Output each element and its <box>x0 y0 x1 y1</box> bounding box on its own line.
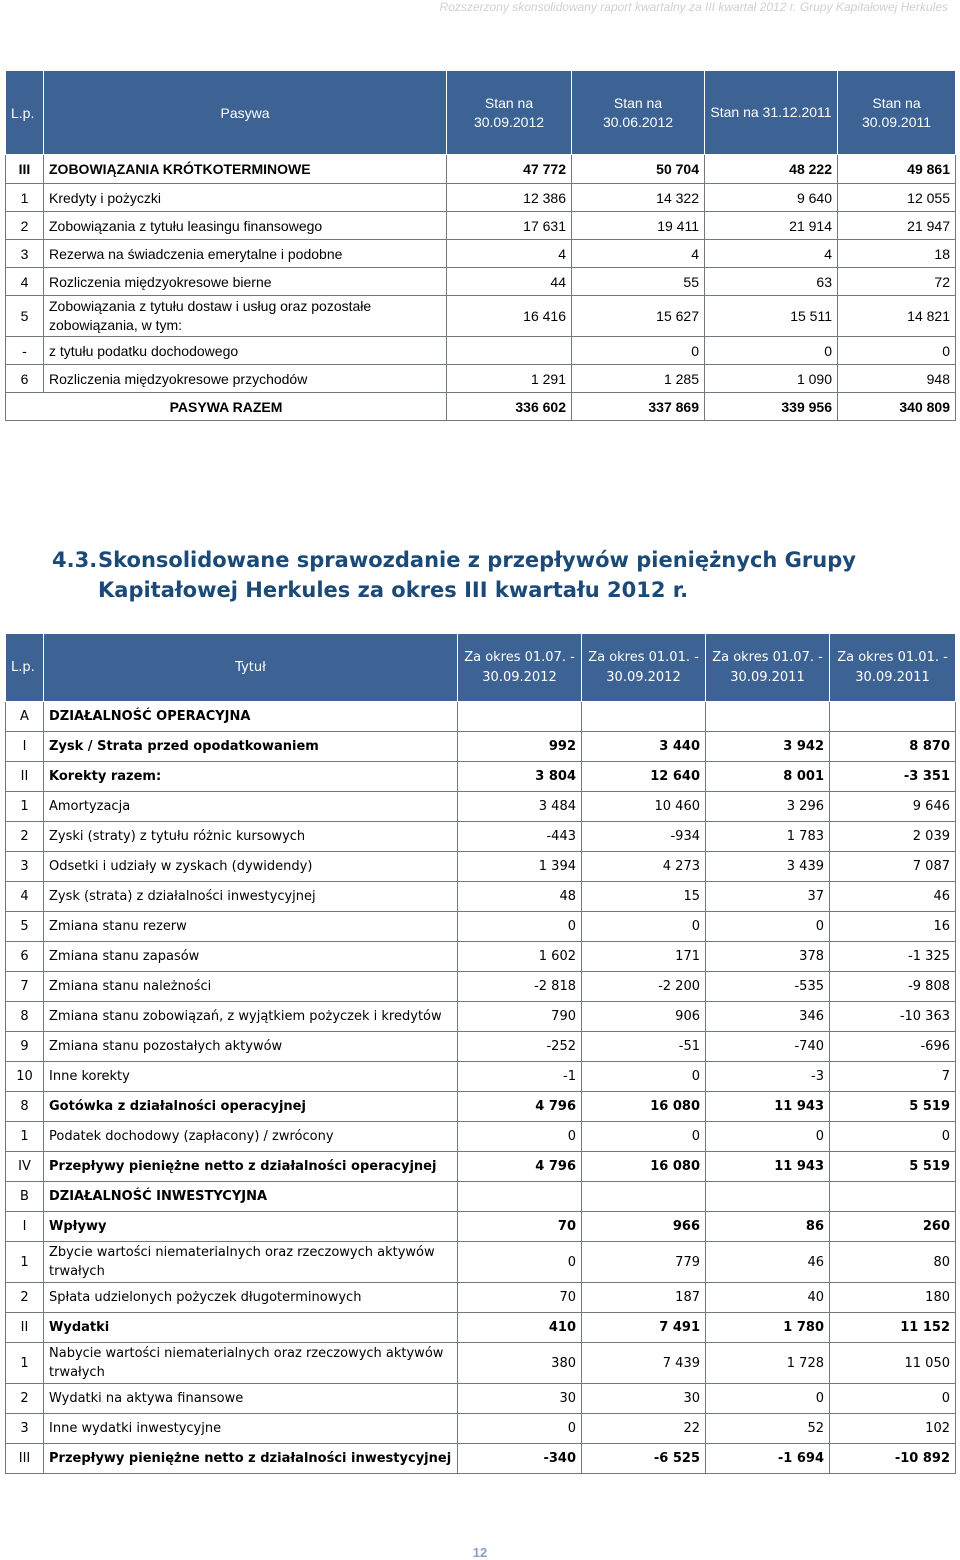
row-lp: 5 <box>6 912 44 942</box>
row-value: 336 602 <box>447 393 572 421</box>
row-lp: 10 <box>6 1062 44 1092</box>
row-value: 16 <box>830 912 956 942</box>
row-value: 5 519 <box>830 1092 956 1122</box>
page-number: 12 <box>472 1545 488 1560</box>
row-value: 2 039 <box>830 822 956 852</box>
row-value: 55 <box>572 268 705 296</box>
row-label: Kredyty i pożyczki <box>44 184 447 212</box>
section-number: 4.3. <box>52 548 98 572</box>
row-value: 340 809 <box>838 393 956 421</box>
row-value: 48 <box>458 882 582 912</box>
table-row <box>6 1414 956 1444</box>
row-value: 1 728 <box>706 1343 830 1384</box>
row-value: 7 439 <box>582 1343 706 1384</box>
row-label: Inne korekty <box>44 1062 458 1092</box>
row-value: 46 <box>830 882 956 912</box>
row-lp: 1 <box>6 184 44 212</box>
pasywa-table <box>5 70 956 421</box>
row-value: 7 087 <box>830 852 956 882</box>
row-label: Zmiana stanu rezerw <box>44 912 458 942</box>
row-value: -10 892 <box>830 1444 956 1474</box>
row-value: 992 <box>458 732 582 762</box>
row-lp: 7 <box>6 972 44 1002</box>
col-header-q3-2012: Stan na 30.09.2012 <box>447 71 572 155</box>
row-value: 10 460 <box>582 792 706 822</box>
row-label: Spłata udzielonych pożyczek długoterminowych <box>44 1283 458 1313</box>
row-value: 5 519 <box>830 1152 956 1182</box>
row-value: 0 <box>582 1062 706 1092</box>
row-value <box>830 1182 956 1212</box>
row-value: 0 <box>458 912 582 942</box>
row-value: 70 <box>458 1283 582 1313</box>
col-header-q2-2012: Stan na 30.06.2012 <box>572 71 705 155</box>
row-value: 3 804 <box>458 762 582 792</box>
row-value: -1 694 <box>706 1444 830 1474</box>
row-value: 16 416 <box>447 296 572 337</box>
row-value: 30 <box>458 1384 582 1414</box>
row-label: Zysk / Strata przed opodatkowaniem <box>44 732 458 762</box>
table-row <box>6 1444 956 1474</box>
row-lp: 2 <box>6 212 44 240</box>
row-lp: A <box>6 702 44 732</box>
row-value: 0 <box>582 912 706 942</box>
row-value: 21 947 <box>838 212 956 240</box>
row-value: 4 273 <box>582 852 706 882</box>
row-label: ZOBOWIĄZANIA KRÓTKOTERMINOWE <box>44 155 447 184</box>
row-lp: I <box>6 732 44 762</box>
row-label: Zmiana stanu pozostałych aktywów <box>44 1032 458 1062</box>
table-row <box>6 1092 956 1122</box>
row-value: 40 <box>706 1283 830 1313</box>
row-label: DZIAŁALNOŚĆ INWESTYCYJNA <box>44 1182 458 1212</box>
row-label: DZIAŁALNOŚĆ OPERACYJNA <box>44 702 458 732</box>
row-value: -2 200 <box>582 972 706 1002</box>
row-value: -3 <box>706 1062 830 1092</box>
row-lp: 1 <box>6 1343 44 1384</box>
table-row <box>6 942 956 972</box>
row-label: Rozliczenia międzyokresowe przychodów <box>44 365 447 393</box>
row-value: -10 363 <box>830 1002 956 1032</box>
row-value: 49 861 <box>838 155 956 184</box>
row-label: Rozliczenia międzyokresowe bierne <box>44 268 447 296</box>
table-row <box>6 212 956 240</box>
table-row <box>6 1313 956 1343</box>
col-header-lp: L.p. <box>6 71 44 155</box>
row-value: 4 796 <box>458 1152 582 1182</box>
row-lp: 6 <box>6 942 44 972</box>
col-header-pasywa: Pasywa <box>44 71 447 155</box>
table-row <box>6 762 956 792</box>
table-row <box>6 1212 956 1242</box>
row-value: 337 869 <box>572 393 705 421</box>
row-lp: 3 <box>6 240 44 268</box>
row-value: 86 <box>706 1212 830 1242</box>
row-value <box>582 702 706 732</box>
row-value: 4 <box>447 240 572 268</box>
row-value: 63 <box>705 268 838 296</box>
col-header-q3-2011: Za okres 01.07. - 30.09.2011 <box>706 634 830 702</box>
row-value: 19 411 <box>572 212 705 240</box>
row-value: 1 780 <box>706 1313 830 1343</box>
row-value: 0 <box>830 1384 956 1414</box>
row-value: 260 <box>830 1212 956 1242</box>
row-label: Rezerwa na świadczenia emerytalne i podobne <box>44 240 447 268</box>
table-row <box>6 912 956 942</box>
table-row <box>6 337 956 365</box>
section-title: Skonsolidowane sprawozdanie z przepływów pieniężnych Grupy Kapitałowej Herkules za okres III kwartału 2012 r. <box>98 548 856 602</box>
row-value <box>458 1182 582 1212</box>
row-label: Gotówka z działalności operacyjnej <box>44 1092 458 1122</box>
row-value: 3 942 <box>706 732 830 762</box>
row-value: 11 943 <box>706 1152 830 1182</box>
row-label: Wydatki na aktywa finansowe <box>44 1384 458 1414</box>
cashflow-table <box>5 633 956 1474</box>
row-value: 22 <box>582 1414 706 1444</box>
table-row <box>6 1032 956 1062</box>
row-label: Zmiana stanu zobowiązań, z wyjątkiem pożyczek i kredytów <box>44 1002 458 1032</box>
row-label: Przepływy pieniężne netto z działalności operacyjnej <box>44 1152 458 1182</box>
table-row <box>6 365 956 393</box>
row-label: Zbycie wartości niematerialnych oraz rzeczowych aktywów trwałych <box>44 1242 458 1283</box>
row-value: 15 511 <box>705 296 838 337</box>
row-value: 9 640 <box>705 184 838 212</box>
row-label: Zmiana stanu należności <box>44 972 458 1002</box>
row-value: 0 <box>830 1122 956 1152</box>
row-lp: III <box>6 1444 44 1474</box>
row-value: 1 090 <box>705 365 838 393</box>
row-lp: 4 <box>6 882 44 912</box>
row-value: 80 <box>830 1242 956 1283</box>
table-row <box>6 1002 956 1032</box>
row-value: 966 <box>582 1212 706 1242</box>
row-label: Zyski (straty) z tytułu różnic kursowych <box>44 822 458 852</box>
row-value: 3 440 <box>582 732 706 762</box>
row-value: 12 386 <box>447 184 572 212</box>
table-row <box>6 184 956 212</box>
row-value: 14 322 <box>572 184 705 212</box>
row-value: 7 <box>830 1062 956 1092</box>
table-row <box>6 1242 956 1283</box>
row-lp: III <box>6 155 44 184</box>
row-value: 47 772 <box>447 155 572 184</box>
row-label: Wpływy <box>44 1212 458 1242</box>
row-value: -51 <box>582 1032 706 1062</box>
row-value: 0 <box>458 1414 582 1444</box>
row-value: 37 <box>706 882 830 912</box>
row-value: 0 <box>706 912 830 942</box>
row-value: -3 351 <box>830 762 956 792</box>
row-lp: 6 <box>6 365 44 393</box>
row-lp: 8 <box>6 1092 44 1122</box>
table-row <box>6 1384 956 1414</box>
row-value: -340 <box>458 1444 582 1474</box>
row-label: Podatek dochodowy (zapłacony) / zwrócony <box>44 1122 458 1152</box>
row-value: 16 080 <box>582 1152 706 1182</box>
col-header-q3-2011: Stan na 30.09.2011 <box>838 71 956 155</box>
row-label: Zysk (strata) z działalności inwestycyjnej <box>44 882 458 912</box>
row-value: 3 439 <box>706 852 830 882</box>
row-value: 12 055 <box>838 184 956 212</box>
row-value: 380 <box>458 1343 582 1384</box>
row-value: 180 <box>830 1283 956 1313</box>
col-header-q3-2012: Za okres 01.07. - 30.09.2012 <box>458 634 582 702</box>
section-heading <box>52 545 922 605</box>
row-label: Zobowiązania z tytułu dostaw i usług oraz pozostałe zobowiązania, w tym: <box>44 296 447 337</box>
row-value: 7 491 <box>582 1313 706 1343</box>
row-value: 48 222 <box>705 155 838 184</box>
row-value: 790 <box>458 1002 582 1032</box>
row-value: 11 050 <box>830 1343 956 1384</box>
row-label: Wydatki <box>44 1313 458 1343</box>
row-value: 16 080 <box>582 1092 706 1122</box>
table-row <box>6 792 956 822</box>
row-value <box>706 702 830 732</box>
row-lp: 9 <box>6 1032 44 1062</box>
table-row <box>6 1122 956 1152</box>
table-row <box>6 882 956 912</box>
row-value: 8 001 <box>706 762 830 792</box>
row-value: 1 783 <box>706 822 830 852</box>
row-value: 0 <box>705 337 838 365</box>
table-row <box>6 1283 956 1313</box>
row-lp: B <box>6 1182 44 1212</box>
row-value: 0 <box>582 1122 706 1152</box>
row-value: 4 796 <box>458 1092 582 1122</box>
row-label: PASYWA RAZEM <box>6 393 447 421</box>
row-value: 187 <box>582 1283 706 1313</box>
row-value: 0 <box>706 1384 830 1414</box>
row-value: 410 <box>458 1313 582 1343</box>
row-label: Zobowiązania z tytułu leasingu finansowego <box>44 212 447 240</box>
row-label: Nabycie wartości niematerialnych oraz rzeczowych aktywów trwałych <box>44 1343 458 1384</box>
row-value <box>447 337 572 365</box>
row-value: 11 152 <box>830 1313 956 1343</box>
row-value: 14 821 <box>838 296 956 337</box>
row-value: 11 943 <box>706 1092 830 1122</box>
row-value: -1 325 <box>830 942 956 972</box>
table-header-row <box>6 71 956 155</box>
row-value: 4 <box>572 240 705 268</box>
row-value: 0 <box>572 337 705 365</box>
row-value: -443 <box>458 822 582 852</box>
row-lp: IV <box>6 1152 44 1182</box>
row-value: 4 <box>705 240 838 268</box>
row-value: 8 870 <box>830 732 956 762</box>
row-value: -740 <box>706 1032 830 1062</box>
row-value <box>582 1182 706 1212</box>
row-value: 339 956 <box>705 393 838 421</box>
table-row <box>6 1182 956 1212</box>
table-row <box>6 268 956 296</box>
row-value: 378 <box>706 942 830 972</box>
row-lp: 1 <box>6 1122 44 1152</box>
row-label: Korekty razem: <box>44 762 458 792</box>
table-header-row <box>6 634 956 702</box>
col-header-tytul: Tytuł <box>44 634 458 702</box>
row-value: 0 <box>706 1122 830 1152</box>
table-row <box>6 296 956 337</box>
row-value: 18 <box>838 240 956 268</box>
row-value: 171 <box>582 942 706 972</box>
row-lp: 3 <box>6 852 44 882</box>
table-row <box>6 1062 956 1092</box>
row-value: -934 <box>582 822 706 852</box>
row-label: z tytułu podatku dochodowego <box>44 337 447 365</box>
table-row <box>6 155 956 184</box>
table-row <box>6 393 956 421</box>
row-value: 906 <box>582 1002 706 1032</box>
row-label: Amortyzacja <box>44 792 458 822</box>
row-lp: 2 <box>6 822 44 852</box>
row-value: 1 602 <box>458 942 582 972</box>
row-lp: 2 <box>6 1384 44 1414</box>
table-row <box>6 732 956 762</box>
table-row <box>6 1343 956 1384</box>
table-row <box>6 822 956 852</box>
row-value: 346 <box>706 1002 830 1032</box>
row-lp: 4 <box>6 268 44 296</box>
row-value: 0 <box>458 1242 582 1283</box>
col-header-2011-end: Stan na 31.12.2011 <box>705 71 838 155</box>
row-value: 30 <box>582 1384 706 1414</box>
table-row <box>6 1152 956 1182</box>
row-lp: 1 <box>6 792 44 822</box>
row-value: 70 <box>458 1212 582 1242</box>
row-lp: 3 <box>6 1414 44 1444</box>
row-label: Inne wydatki inwestycyjne <box>44 1414 458 1444</box>
row-value: 12 640 <box>582 762 706 792</box>
col-header-lp: L.p. <box>6 634 44 702</box>
row-label: Odsetki i udziały w zyskach (dywidendy) <box>44 852 458 882</box>
row-value: 52 <box>706 1414 830 1444</box>
table-row <box>6 972 956 1002</box>
row-value: 50 704 <box>572 155 705 184</box>
row-value: 779 <box>582 1242 706 1283</box>
row-value: -9 808 <box>830 972 956 1002</box>
row-label: Zmiana stanu zapasów <box>44 942 458 972</box>
row-value: 948 <box>838 365 956 393</box>
row-lp: II <box>6 762 44 792</box>
row-lp: I <box>6 1212 44 1242</box>
row-lp: - <box>6 337 44 365</box>
row-lp: 5 <box>6 296 44 337</box>
row-value: 1 285 <box>572 365 705 393</box>
row-value: 102 <box>830 1414 956 1444</box>
row-value <box>706 1182 830 1212</box>
row-lp: 1 <box>6 1242 44 1283</box>
row-value <box>830 702 956 732</box>
row-value: -2 818 <box>458 972 582 1002</box>
row-value: 9 646 <box>830 792 956 822</box>
row-value: 1 291 <box>447 365 572 393</box>
row-label: Przepływy pieniężne netto z działalności inwestycyjnej <box>44 1444 458 1474</box>
col-header-9m-2012: Za okres 01.01. - 30.09.2012 <box>582 634 706 702</box>
row-value: 46 <box>706 1242 830 1283</box>
row-value: 3 296 <box>706 792 830 822</box>
row-value: 21 914 <box>705 212 838 240</box>
row-value: 0 <box>838 337 956 365</box>
col-header-9m-2011: Za okres 01.01. - 30.09.2011 <box>830 634 956 702</box>
row-lp: 2 <box>6 1283 44 1313</box>
row-value: -535 <box>706 972 830 1002</box>
row-value: 15 <box>582 882 706 912</box>
row-value: 3 484 <box>458 792 582 822</box>
row-value: -6 525 <box>582 1444 706 1474</box>
row-lp: II <box>6 1313 44 1343</box>
row-lp: 8 <box>6 1002 44 1032</box>
row-value: 44 <box>447 268 572 296</box>
row-value: -252 <box>458 1032 582 1062</box>
table-row <box>6 852 956 882</box>
row-value: 1 394 <box>458 852 582 882</box>
page-header-text: Rozszerzony skonsolidowany raport kwartalny za III kwartał 2012 r. Grupy Kapitałowej Herkules <box>439 0 948 14</box>
table-row <box>6 702 956 732</box>
row-value: 0 <box>458 1122 582 1152</box>
row-value <box>458 702 582 732</box>
row-value: 15 627 <box>572 296 705 337</box>
row-value: -1 <box>458 1062 582 1092</box>
table-row <box>6 240 956 268</box>
row-value: 72 <box>838 268 956 296</box>
row-value: -696 <box>830 1032 956 1062</box>
row-value: 17 631 <box>447 212 572 240</box>
